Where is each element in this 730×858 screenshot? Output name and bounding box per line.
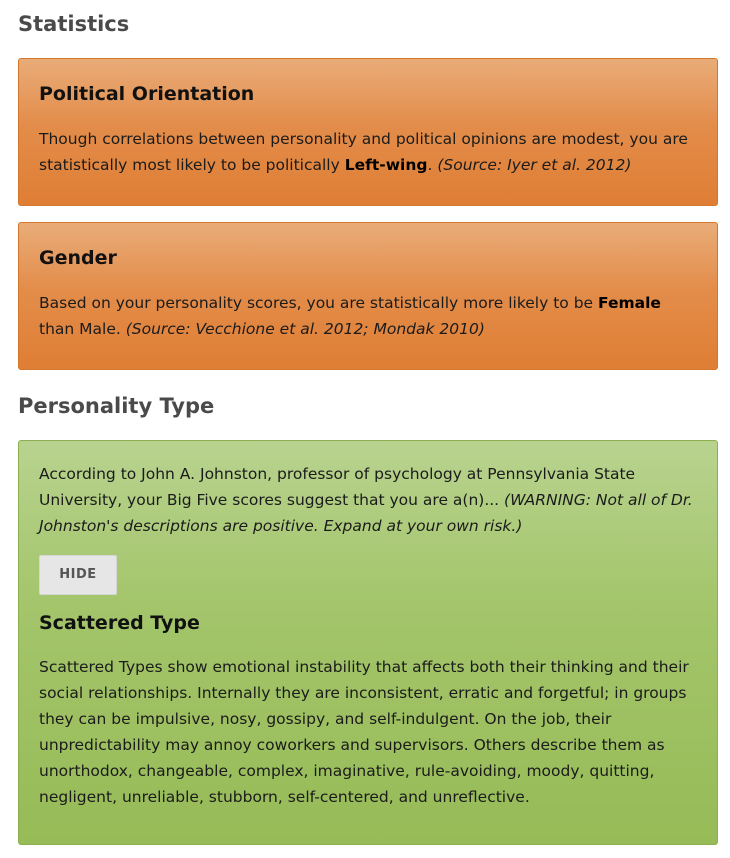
statistics-heading: Statistics <box>18 12 130 36</box>
gender-text <box>39 290 697 342</box>
political-text-after: . <box>427 156 438 174</box>
gender-text-after: than Male. <box>39 320 126 338</box>
personality-intro-text: According to John A. Johnston, professor of psychology at Pennsylvania State University, your Big Five scores suggest that you are a(n)... <box>39 465 636 509</box>
gender-title: Gender <box>39 247 117 269</box>
gender-text-before: Based on your personality scores, you are statistically more likely to be <box>39 294 598 312</box>
political-text-before: Though correlations between personality and political opinions are modest, you are statistically most likely to be politically <box>39 130 688 174</box>
personality-warning: (WARNING: Not all of Dr. Johnston's descriptions are positive. Expand at your own risk.) <box>39 491 693 535</box>
political-orientation-text <box>39 126 697 178</box>
gender-source: (Source: Vecchione et al. 2012; Mondak 2010) <box>125 320 485 338</box>
political-source: (Source: Iyer et al. 2012) <box>437 156 632 174</box>
personality-intro <box>39 461 697 539</box>
gender-highlight: Female <box>598 294 661 312</box>
hide-button[interactable]: HIDE <box>39 555 117 595</box>
political-orientation-title: Political Orientation <box>39 83 255 105</box>
personality-type-description: Scattered Types show emotional instability that affects both their thinking and their social relationships. Internally they are inconsistent, erratic and forgetful; in groups they can be impulsive, nosy, gossipy, and self-indulgent. On the job, their unpredictability may annoy coworkers and supervisors. Others describe them as unorthodox, changeable, complex, imaginative, rule-avoiding, moody, quitting, negligent, unreliable, stubborn, self-centered, and unreflective. <box>39 658 689 806</box>
political-orientation-card <box>18 58 718 206</box>
personality-type-card <box>18 440 718 845</box>
personality-type-title: Scattered Type <box>39 612 200 634</box>
political-highlight: Left-wing <box>344 156 428 174</box>
personality-type-heading: Personality Type <box>18 394 215 418</box>
gender-card <box>18 222 718 370</box>
